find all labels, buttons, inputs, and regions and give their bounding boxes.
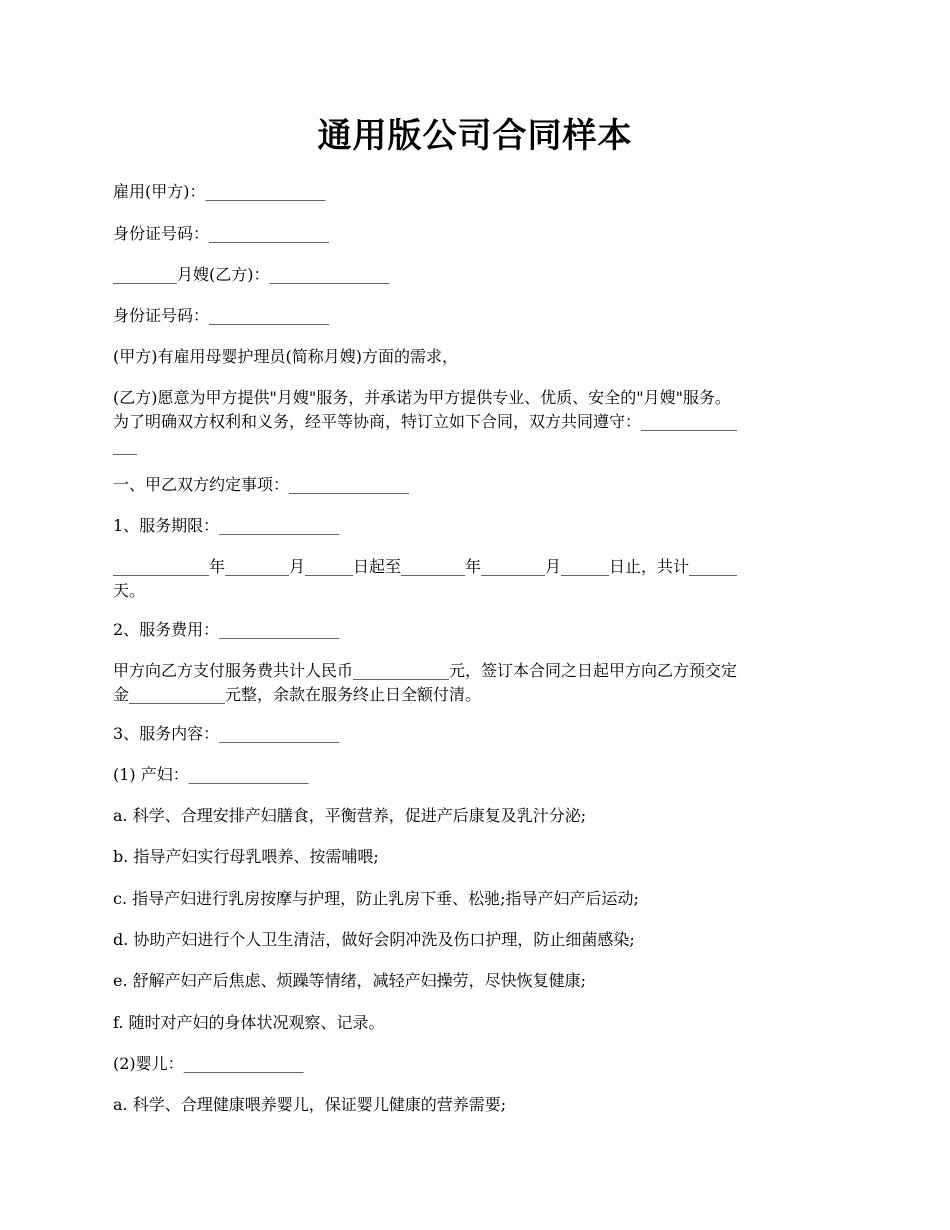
service-period-heading: 1、服务期限：_______________ (113, 516, 340, 535)
section-1-heading: 一、甲乙双方约定事项：_______________ (113, 475, 410, 494)
mother-care-item-b: b. 指导产妇实行母乳喂养、按需哺喂; (113, 847, 379, 866)
mother-care-item-f: f. 随时对产妇的身体状况观察、记录。 (113, 1013, 385, 1032)
nurse-id-line: 身份证号码：_______________ (113, 306, 330, 325)
service-period-days: 天。 (113, 581, 146, 600)
party-b-promise: (乙方)愿意为甲方提供"月嫂"服务，并承诺为甲方提供专业、优质、安全的"月嫂"服务。 (113, 388, 731, 407)
service-fee-heading: 2、服务费用：_______________ (113, 620, 340, 639)
service-content-heading: 3、服务内容：_______________ (113, 724, 340, 743)
mother-care-item-c: c. 指导产妇进行乳房按摩与护理，防止乳房下垂、松驰;指导产妇产后运动; (113, 889, 639, 908)
maternity-nurse-line: ________月嫂(乙方)：_______________ (113, 265, 390, 284)
agreement-intro-cont: ___ (113, 436, 137, 455)
mother-care-item-d: d. 协助产妇进行个人卫生清洁，做好会阴冲洗及伤口护理，防止细菌感染; (113, 930, 635, 949)
service-period-dates: ____________年________月______日起至________年________月______日止，共计______ (113, 557, 738, 576)
document-title: 通用版公司合同样本 (317, 116, 633, 156)
mother-care-item-e: e. 舒解产妇产后焦虑、烦躁等情绪，减轻产妇操劳，尽快恢复健康; (113, 971, 587, 990)
service-fee-text: 甲方向乙方支付服务费共计人民币____________元，签订本合同之日起甲方向乙方预交定 (113, 661, 738, 680)
baby-care-heading: (2)婴儿：_______________ (113, 1054, 304, 1073)
mother-care-heading: (1) 产妇：_______________ (113, 765, 309, 784)
service-fee-text-cont: 金____________元整，余款在服务终止日全额付清。 (113, 685, 482, 704)
mother-care-item-a: a. 科学、合理安排产妇膳食，平衡营养，促进产后康复及乳汁分泌; (113, 806, 587, 825)
party-a-need: (甲方)有雇用母婴护理员(简称月嫂)方面的需求， (113, 347, 458, 366)
baby-care-item-a: a. 科学、合理健康喂养婴儿，保证婴儿健康的营养需要; (113, 1095, 507, 1114)
employer-line: 雇用(甲方)：_______________ (113, 182, 326, 201)
agreement-intro: 为了明确双方权利和义务，经平等协商，特订立如下合同，双方共同遵守：____________ (113, 412, 738, 431)
employer-id-line: 身份证号码：_______________ (113, 224, 330, 243)
